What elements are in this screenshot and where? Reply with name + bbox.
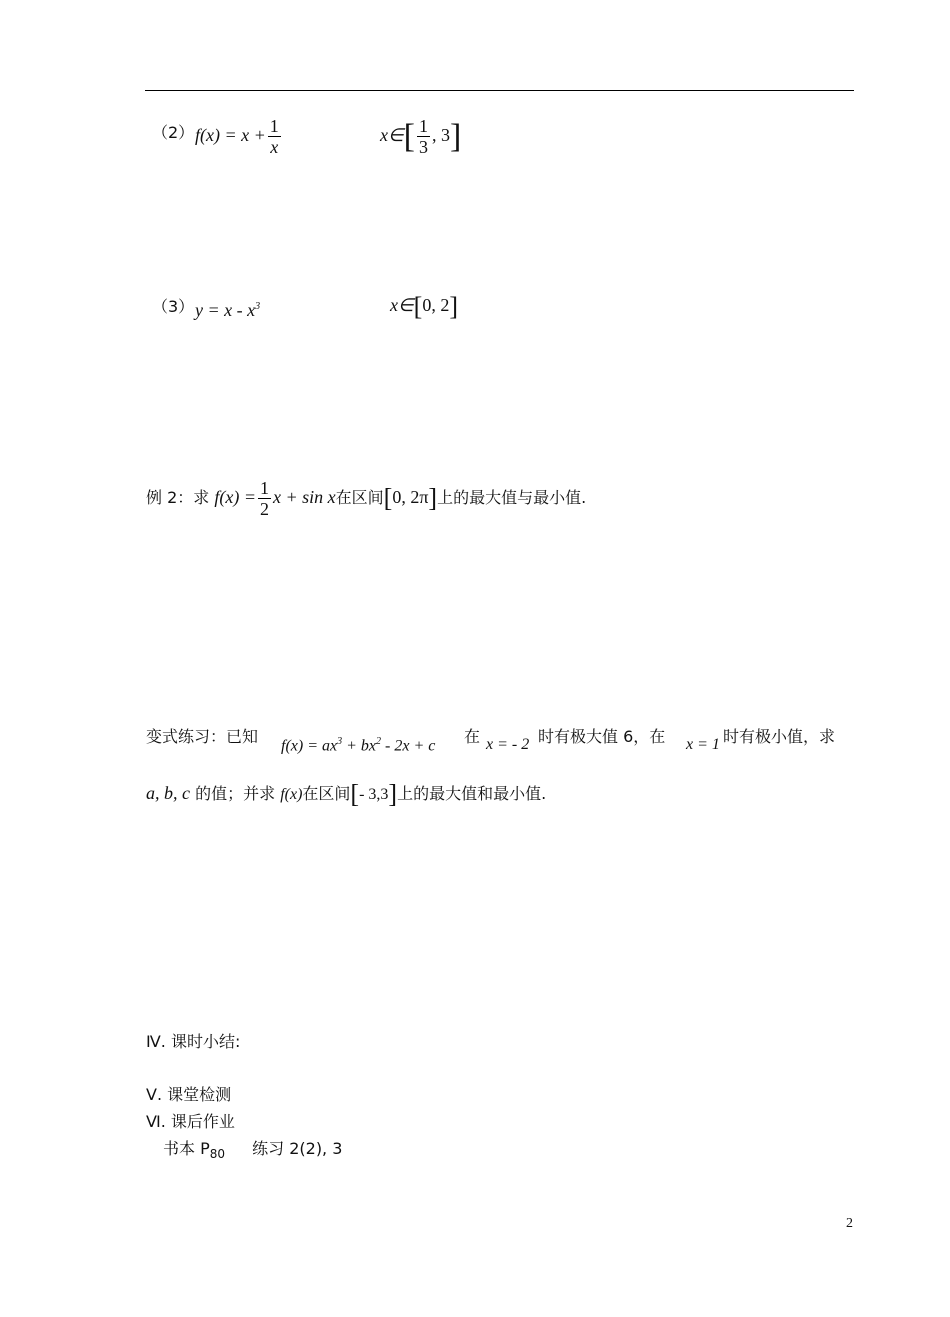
header-rule xyxy=(145,90,854,91)
example-2-func-rhs: x + sin x xyxy=(273,487,336,507)
item-3-func: y = x - x xyxy=(195,300,256,320)
item-3-domain-var: x∈ xyxy=(390,295,414,316)
left-bracket: [ xyxy=(413,292,423,321)
variant-func-mid: + bx xyxy=(342,737,377,755)
left-bracket: [ xyxy=(350,779,360,809)
example-2-interval: 0, 2π xyxy=(392,487,429,507)
item-2-domain-fraction xyxy=(417,116,430,157)
variant-prefix: 变式练习：已知 xyxy=(146,727,259,746)
variant-function xyxy=(281,736,435,755)
homework-exercise: 练习 2(2), 3 xyxy=(252,1139,343,1158)
variant-vars: a, b, c xyxy=(146,783,190,803)
item-2-function xyxy=(195,115,283,157)
right-bracket: ] xyxy=(449,292,459,321)
item-3-domain-interval: 0, 2 xyxy=(422,295,450,316)
left-bracket: [ xyxy=(403,117,415,155)
variant-at: 在 xyxy=(464,727,481,746)
item-2-domain xyxy=(380,115,461,157)
variant-exp1: 3 xyxy=(337,736,343,747)
section-summary: Ⅳ. 课时小结: xyxy=(146,1032,241,1051)
variant-text1: 的值；并求 xyxy=(195,784,276,803)
variant-func-end: - 2x + c xyxy=(381,737,436,755)
item-2-func-lhs: f(x) = x + xyxy=(195,125,266,145)
variant-min-text: 时有极小值，求 xyxy=(723,727,836,746)
item-3-function xyxy=(195,300,260,321)
example-2-frac-den: 2 xyxy=(260,499,269,519)
example-2-fraction xyxy=(258,478,271,519)
item-2-fraction xyxy=(268,116,281,157)
item-2-domain-frac-den: 3 xyxy=(419,137,428,158)
variant-text3: 上的最大值和最小值. xyxy=(397,784,547,803)
item-3-domain xyxy=(390,294,458,320)
right-bracket: ] xyxy=(450,117,462,155)
variant-x2: x = 1 xyxy=(686,736,720,753)
right-bracket: ] xyxy=(428,483,438,513)
variant-interval: - 3,3 xyxy=(359,786,389,803)
item-2-frac-num: 1 xyxy=(269,116,279,137)
variant-text2: 在区间 xyxy=(302,784,351,803)
variant-line2 xyxy=(146,780,546,808)
variant-exp2: 2 xyxy=(376,736,382,747)
item-2-frac-den: x xyxy=(270,137,279,158)
item-2-label: （2） xyxy=(152,123,195,142)
section-classroom-test: Ⅴ. 课堂检测 xyxy=(146,1085,232,1104)
variant-line2-func: f(x) xyxy=(280,786,303,803)
item-2-domain-upper: , 3 xyxy=(432,125,450,145)
example-2 xyxy=(146,474,586,521)
item-2-domain-var: x∈ xyxy=(380,125,404,145)
right-bracket: ] xyxy=(388,779,398,809)
example-2-func-lhs: f(x) = xyxy=(214,487,256,507)
example-2-frac-num: 1 xyxy=(260,478,269,498)
item-3-exp: 3 xyxy=(255,301,261,312)
example-2-suffix: 上的最大值与最小值. xyxy=(437,488,587,507)
page-number: 2 xyxy=(846,1216,853,1231)
homework-assignment xyxy=(163,1136,342,1161)
example-2-prefix: 例 2：求 xyxy=(146,488,210,507)
item-3-label: （3） xyxy=(152,297,195,316)
homework-page: 80 xyxy=(209,1147,226,1162)
homework-prefix: 书本 P xyxy=(163,1139,210,1158)
variant-func: f(x) = ax xyxy=(281,737,338,755)
left-bracket: [ xyxy=(383,483,393,513)
section-homework: Ⅵ. 课后作业 xyxy=(146,1112,235,1131)
variant-max-text: 时有极大值 6，在 xyxy=(538,727,666,746)
example-2-mid: 在区间 xyxy=(335,488,384,507)
item-2-domain-frac-num: 1 xyxy=(419,116,428,137)
variant-x1: x = - 2 xyxy=(486,736,530,753)
